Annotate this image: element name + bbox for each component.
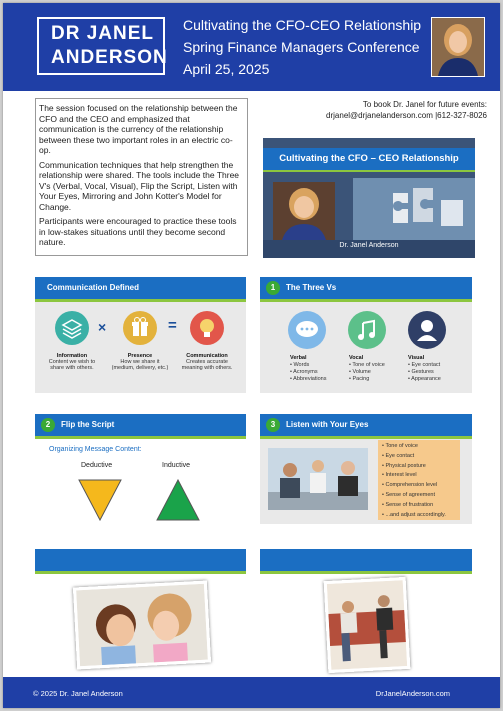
slide-accent-line: [35, 571, 246, 574]
presence-desc: How we share it (medium, delivery, etc.): [111, 359, 169, 371]
slide-title-bar: [260, 277, 472, 299]
list-item: Volume: [352, 369, 371, 375]
header-event: Spring Finance Managers Conference: [183, 39, 420, 55]
booking-contact[interactable]: drjanel@drjanelanderson.com |612-327-8026: [326, 111, 487, 120]
title-slide-heading: Cultivating the CFO – CEO Relationship: [279, 153, 459, 164]
meeting-photo: [268, 448, 368, 510]
list-item: Gestures: [411, 369, 434, 375]
session-summary: [35, 98, 248, 256]
slide-accent-line: [260, 571, 472, 574]
speech-bubble-icon: [288, 311, 326, 349]
layers-icon: [55, 311, 89, 345]
slide-accent-line: [35, 299, 246, 302]
slide-men-photo: [260, 549, 472, 667]
list-item: Eye contact: [385, 452, 415, 459]
info-label: Information: [56, 353, 88, 359]
men-photo: [324, 577, 411, 673]
inductive-triangle: [155, 478, 201, 522]
summary-paragraph-2: Communication techniques that help strengthen the relationship were shared. The tools include the Three V's (Verbal, Vocal, Visual), Flip the Script, Listen with Your Eyes, Mirroring and John Kotter's Model for Change.: [39, 159, 240, 212]
person-icon: [408, 311, 446, 349]
logo-line-2: ANDERSON: [51, 47, 168, 68]
footer-copyright: © 2025 Dr. Janel Anderson: [33, 689, 123, 698]
list-item: ...and adjust accordingly.: [385, 511, 446, 518]
info-caption: [43, 353, 101, 371]
communication-label: Communication: [186, 353, 228, 359]
footer-bar: [3, 677, 500, 708]
summary-paragraph-3: Participants were encouraged to practice these tools in low-stakes situations until they become second nature.: [39, 216, 237, 247]
slide-flip-the-script: [35, 414, 246, 522]
vocal-label: Vocal: [349, 355, 364, 361]
visual-label: Visual: [408, 355, 425, 361]
gift-icon: [123, 311, 157, 345]
vocal-list: Vocal • Tone of voice • Volume • Pacing: [349, 355, 385, 382]
slide-kids-photo: [35, 549, 246, 667]
booking-line-1: To book Dr. Janel for future events:: [362, 100, 487, 109]
equals-sign: =: [168, 317, 177, 334]
slide-communication-defined: [35, 277, 246, 393]
slide-title: Listen with Your Eyes: [286, 420, 369, 429]
logo-line-1: DR JANEL: [51, 23, 155, 44]
lightbulb-icon: [190, 311, 224, 345]
verbal-list: Verbal • Words • Acronyms • Abbreviations: [290, 355, 327, 382]
presence-caption: [111, 353, 169, 371]
list-item: Comprehension level: [385, 482, 438, 489]
list-item: Tone of voice: [352, 362, 385, 368]
title-slide: [263, 138, 475, 258]
inductive-label: Inductive: [162, 462, 191, 469]
list-item: Sense of agreement: [385, 491, 436, 498]
communication-caption: [178, 353, 236, 371]
list-item: Interest level: [385, 472, 417, 479]
slide-accent-line: [260, 436, 472, 439]
deductive-label: Deductive: [81, 462, 113, 469]
kids-photo: [73, 581, 211, 670]
multiply-sign: ×: [98, 319, 107, 335]
list-item: Physical posture: [385, 462, 426, 469]
slide-title: The Three Vs: [286, 283, 337, 292]
header-date: April 25, 2025: [183, 61, 270, 77]
presence-label: Presence: [127, 353, 153, 359]
list-item: Pacing: [352, 376, 370, 382]
slide-number: 3: [266, 418, 280, 432]
slide-accent-line: [35, 436, 246, 439]
deductive-triangle: [77, 478, 123, 522]
music-note-icon: [348, 311, 386, 349]
list-item: Acronyms: [293, 369, 318, 375]
speaker-photo: [431, 17, 485, 77]
header-banner: [3, 3, 500, 91]
slide-title: Communication Defined: [35, 277, 246, 299]
list-item: Abbreviations: [293, 376, 327, 382]
slide-three-vs: [260, 277, 472, 393]
report-page: [3, 3, 500, 708]
title-slide-presenter: Dr. Janel Anderson: [339, 242, 399, 249]
slide-listen-with-eyes: [260, 414, 472, 524]
slide-title-bar: [260, 549, 472, 571]
slide-subtitle: Organizing Message Content:: [49, 446, 142, 453]
visual-list: Visual • Eye contact • Gestures • Appearance: [408, 355, 441, 382]
info-desc: Content we wish to share with others.: [48, 359, 96, 371]
slide-number: 1: [266, 281, 280, 295]
header-title: Cultivating the CFO-CEO Relationship: [183, 17, 422, 33]
verbal-label: Verbal: [290, 355, 307, 361]
footer-website-link[interactable]: DrJanelAnderson.com: [375, 689, 450, 698]
list-item: Sense of frustration: [385, 501, 434, 508]
communication-desc: Creates accurate meaning with others.: [181, 359, 233, 371]
cues-list: • Tone of voice • Eye contact • Physical posture • Interest level • Comprehension level • Sense of agreement • Sense of frustration • ...and adjust accordingly.: [382, 443, 446, 518]
slide-title: Flip the Script: [61, 420, 115, 429]
list-item: Eye contact: [411, 362, 441, 368]
slide-accent-line: [260, 299, 472, 302]
summary-paragraph-1: The session focused on the relationship between the CFO and the CEO and emphasized that communication is the currency of the relationship between these two important roles in an electric co-op.: [39, 103, 238, 155]
list-item: Appearance: [411, 376, 441, 382]
list-item: Tone of voice: [385, 443, 418, 449]
slide-title-bar: [260, 414, 472, 436]
slide-number: 2: [41, 418, 55, 432]
slide-title-bar: [35, 549, 246, 571]
list-item: Words: [293, 362, 310, 368]
slide-title-bar: [35, 414, 246, 436]
